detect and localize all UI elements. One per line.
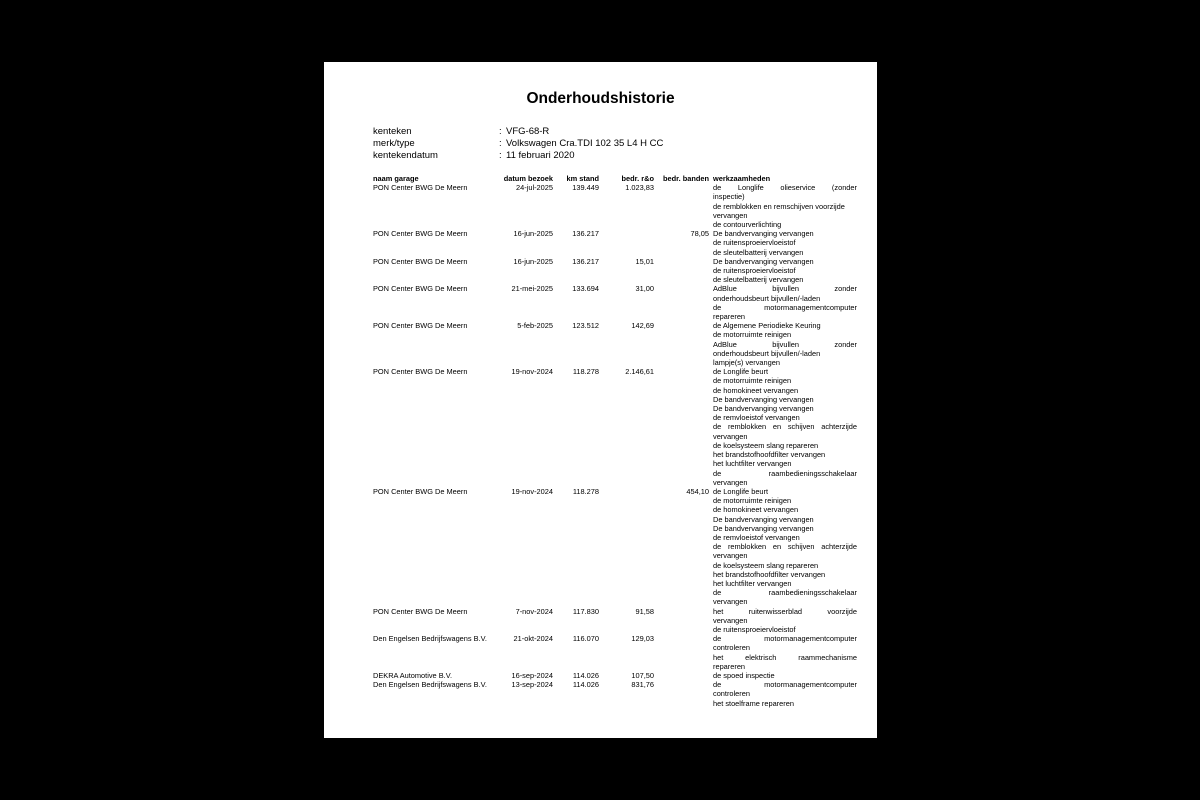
- field-value: Volkswagen Cra.TDI 102 35 L4 H CC: [506, 138, 664, 149]
- table-row: [373, 321, 857, 367]
- field-separator: :: [499, 126, 502, 137]
- date-cell: 16-sep-2024: [511, 670, 553, 680]
- tyre-cost-cell: [654, 680, 709, 708]
- work-line: de remblokken en remschijven voorzijde: [713, 201, 845, 211]
- repair-cost-cell: [599, 229, 654, 257]
- km-cell: 114.026: [572, 680, 599, 690]
- table-row: [373, 680, 857, 708]
- work-line: de Longlife beurt: [713, 367, 769, 377]
- table-row: [373, 671, 857, 680]
- table-row: [373, 284, 857, 321]
- garage-cell: PON Center BWG De Meern: [373, 229, 468, 239]
- table-header-row: [373, 174, 857, 183]
- work-line: de raambedieningsschakelaar: [713, 588, 857, 598]
- work-cell: [709, 487, 857, 607]
- garage-cell: PON Center BWG De Meern: [373, 284, 468, 294]
- field-label: kentekendatum: [373, 150, 438, 161]
- tyre-cost-cell: [654, 183, 709, 229]
- date-cell: 19-nov-2024: [511, 486, 553, 496]
- repair-cost-cell: 2.146,61: [625, 367, 654, 377]
- field-label: kenteken: [373, 126, 412, 137]
- work-cell: [709, 321, 857, 367]
- work-line: de Longlife olieservice (zonder: [713, 183, 857, 193]
- work-cell: [709, 671, 857, 680]
- date-cell: 16-jun-2025: [513, 229, 553, 239]
- work-line: de koelsysteem slang repareren: [713, 560, 819, 570]
- work-cell: [709, 367, 857, 487]
- work-line: vervangen: [713, 551, 748, 561]
- work-line: de sleutelbatterij vervangen: [713, 247, 804, 257]
- garage-cell: DEKRA Automotive B.V.: [373, 670, 453, 680]
- km-cell: 118.278: [572, 486, 599, 496]
- garage-cell: PON Center BWG De Meern: [373, 367, 468, 377]
- work-line: AdBlue bijvullen zonder: [713, 284, 857, 294]
- date-cell: 21-okt-2024: [513, 634, 553, 644]
- vehicle-make-row: [373, 138, 663, 149]
- work-line: de spoed inspectie: [713, 670, 775, 680]
- work-line: het elektrisch raammechanisme: [713, 652, 857, 662]
- date-cell: 19-nov-2024: [511, 367, 553, 377]
- date-cell: 24-jul-2025: [516, 183, 553, 193]
- table-row: [373, 607, 857, 635]
- work-line: De bandvervanging vervangen: [713, 394, 814, 404]
- work-line: de koelsysteem slang repareren: [713, 440, 819, 450]
- km-cell: 139.449: [572, 183, 599, 193]
- work-line: de sleutelbatterij vervangen: [713, 275, 804, 285]
- document-page: [324, 62, 877, 738]
- work-line: de motormanagementcomputer: [713, 302, 857, 312]
- table-row: [373, 229, 857, 257]
- page-title: Onderhoudshistorie: [526, 90, 675, 107]
- km-cell: 116.070: [572, 634, 599, 644]
- repair-cost-cell: 142,69: [631, 321, 654, 331]
- work-line: het luchtfilter vervangen: [713, 578, 792, 588]
- work-line: vervangen: [713, 431, 748, 441]
- garage-cell: PON Center BWG De Meern: [373, 606, 468, 616]
- tyre-cost-cell: 454,10: [686, 486, 709, 496]
- work-line: de ruitensproeiervloeistof: [713, 238, 796, 248]
- work-line: vervangen: [713, 615, 748, 625]
- work-line: de motormanagementcomputer: [713, 680, 857, 690]
- km-cell: 133.694: [572, 284, 599, 294]
- garage-cell: PON Center BWG De Meern: [373, 183, 468, 193]
- work-line: de remblokken en schijven achterzijde: [713, 422, 857, 432]
- table-row: [373, 634, 857, 671]
- work-line: De bandvervanging vervangen: [713, 256, 814, 266]
- km-cell: 114.026: [572, 670, 599, 680]
- work-line: de homokineet vervangen: [713, 505, 799, 515]
- work-cell: [709, 607, 857, 635]
- work-line: het luchtfilter vervangen: [713, 459, 792, 469]
- tyre-cost-cell: [654, 257, 709, 285]
- km-cell: 118.278: [572, 367, 599, 377]
- work-line: vervangen: [713, 597, 748, 607]
- garage-cell: PON Center BWG De Meern: [373, 321, 468, 331]
- tyre-cost-cell: 78,05: [690, 229, 709, 239]
- column-header-repair-cost: bedr. r&o: [621, 174, 654, 183]
- column-header-work: werkzaamheden: [713, 174, 771, 183]
- work-line: het ruitenwisserblad voorzijde: [713, 606, 857, 616]
- column-header-garage: naam garage: [373, 174, 419, 183]
- garage-cell: PON Center BWG De Meern: [373, 256, 468, 266]
- work-line: de remvloeistof vervangen: [713, 532, 800, 542]
- table-row: [373, 367, 857, 487]
- column-header-km: km stand: [566, 174, 599, 183]
- work-line: de Longlife beurt: [713, 486, 769, 496]
- work-line: De bandvervanging vervangen: [713, 523, 814, 533]
- date-cell: 13-sep-2024: [511, 680, 553, 690]
- work-line: controleren: [713, 643, 750, 653]
- repair-cost-cell: 91,58: [635, 606, 654, 616]
- vehicle-date-row: [373, 150, 575, 161]
- work-line: de motorruimte reinigen: [713, 330, 792, 340]
- work-line: controleren: [713, 689, 750, 699]
- repair-cost-cell: [599, 487, 654, 607]
- date-cell: 7-nov-2024: [515, 606, 553, 616]
- work-line: de motorruimte reinigen: [713, 376, 792, 386]
- tyre-cost-cell: [654, 607, 709, 635]
- field-separator: :: [499, 150, 502, 161]
- work-line: lampje(s) vervangen: [713, 358, 780, 368]
- field-value: 11 februari 2020: [506, 150, 575, 161]
- work-cell: [709, 257, 857, 285]
- work-line: De bandvervanging vervangen: [713, 514, 814, 524]
- work-line: repareren: [713, 661, 746, 671]
- work-line: het brandstofhoofdfilter vervangen: [713, 450, 826, 460]
- work-line: de motorruimte reinigen: [713, 496, 792, 506]
- repair-cost-cell: 129,03: [631, 634, 654, 644]
- vehicle-registration-row: [373, 126, 549, 137]
- km-cell: 123.512: [572, 321, 599, 331]
- date-cell: 21-mei-2025: [511, 284, 553, 294]
- field-label: merk/type: [373, 138, 415, 149]
- table-row: [373, 183, 857, 229]
- garage-cell: PON Center BWG De Meern: [373, 486, 468, 496]
- tyre-cost-cell: [654, 321, 709, 367]
- tyre-cost-cell: [654, 634, 709, 671]
- table-row: [373, 487, 857, 607]
- work-line: het brandstofhoofdfilter vervangen: [713, 569, 826, 579]
- table-row: [373, 257, 857, 285]
- work-line: vervangen: [713, 210, 748, 220]
- tyre-cost-cell: [654, 284, 709, 321]
- tyre-cost-cell: [654, 367, 709, 487]
- work-line: De bandvervanging vervangen: [713, 404, 814, 414]
- repair-cost-cell: 107,50: [631, 670, 654, 680]
- work-line: het stoelframe repareren: [713, 698, 794, 708]
- garage-cell: Den Engelsen Bedrijfswagens B.V.: [373, 680, 487, 690]
- field-value: VFG-68-R: [506, 126, 550, 137]
- work-line: de contourverlichting: [713, 220, 782, 230]
- repair-cost-cell: 31,00: [635, 284, 654, 294]
- km-cell: 117.830: [572, 606, 599, 616]
- work-line: AdBlue bijvullen zonder: [713, 339, 857, 349]
- work-line: repareren: [713, 312, 746, 322]
- field-separator: :: [499, 138, 502, 149]
- repair-cost-cell: 15,01: [635, 256, 654, 266]
- km-cell: 136.217: [572, 229, 599, 239]
- work-line: onderhoudsbeurt bijvullen/-laden: [713, 348, 821, 358]
- repair-cost-cell: 831,76: [631, 680, 654, 690]
- date-cell: 5-feb-2025: [517, 321, 553, 331]
- work-line: De bandvervanging vervangen: [713, 229, 814, 239]
- maintenance-table: [373, 174, 857, 708]
- date-cell: 16-jun-2025: [513, 256, 553, 266]
- work-line: vervangen: [713, 477, 748, 487]
- work-line: inspectie): [713, 192, 745, 202]
- work-cell: [709, 183, 857, 229]
- work-line: de homokineet vervangen: [713, 385, 799, 395]
- column-header-date: datum bezoek: [503, 174, 553, 183]
- work-line: onderhoudsbeurt bijvullen/-laden: [713, 293, 821, 303]
- work-line: de motormanagementcomputer: [713, 634, 857, 644]
- work-line: de remblokken en schijven achterzijde: [713, 542, 857, 552]
- work-cell: [709, 229, 857, 257]
- work-cell: [709, 284, 857, 321]
- work-line: de raambedieningsschakelaar: [713, 468, 857, 478]
- km-cell: 136.217: [572, 256, 599, 266]
- work-cell: [709, 680, 857, 708]
- tyre-cost-cell: [654, 671, 709, 680]
- column-header-tyre-cost: bedr. banden: [663, 174, 709, 183]
- work-line: de remvloeistof vervangen: [713, 413, 800, 423]
- work-line: de ruitensproeiervloeistof: [713, 266, 796, 276]
- work-cell: [709, 634, 857, 671]
- repair-cost-cell: 1.023,83: [625, 183, 654, 193]
- garage-cell: Den Engelsen Bedrijfswagens B.V.: [373, 634, 487, 644]
- work-line: de ruitensproeiervloeistof: [713, 624, 796, 634]
- work-line: de Algemene Periodieke Keuring: [713, 321, 821, 331]
